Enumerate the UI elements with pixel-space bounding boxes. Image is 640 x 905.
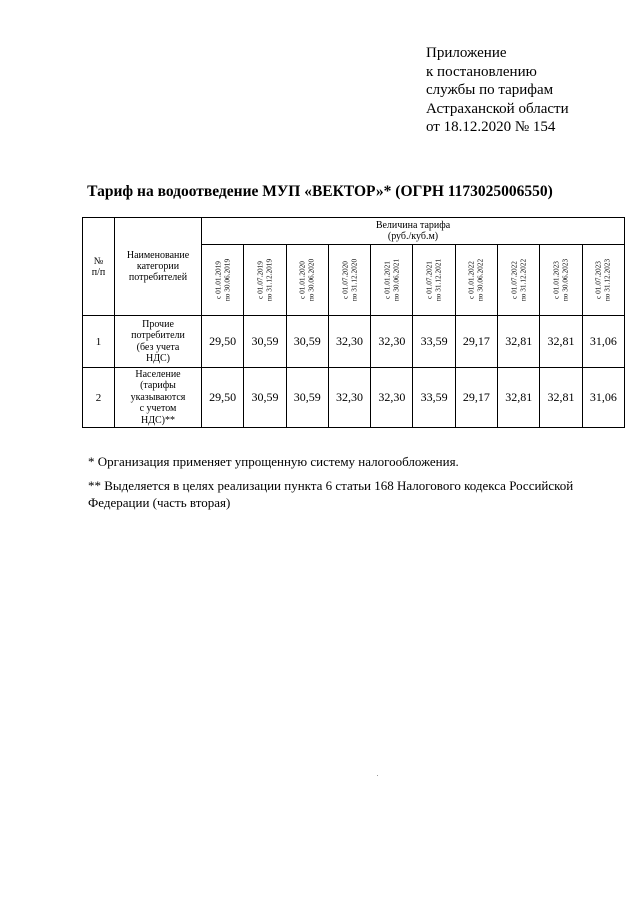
period-header: с 01.01.2019 по 30.06.2019 (202, 245, 244, 316)
header-tariff-value: Величина тарифа (руб./куб.м) (202, 218, 625, 245)
tariff-value-cell: 29,50 (202, 316, 244, 368)
tariff-value-cell: 32,81 (498, 316, 540, 368)
row-number: 2 (83, 368, 115, 428)
tariff-value-cell: 32,81 (540, 368, 582, 428)
tariff-table (82, 217, 625, 428)
tariff-value-cell: 32,30 (371, 368, 413, 428)
tariff-value-cell: 30,59 (244, 316, 286, 368)
tariff-value-cell: 32,81 (498, 368, 540, 428)
document-title: Тариф на водоотведение МУП «ВЕКТОР»* (ОГРН 1173025006550) (87, 183, 553, 200)
tariff-value-cell: 30,59 (286, 316, 328, 368)
tariff-value-cell: 33,59 (413, 368, 455, 428)
table-row (83, 316, 625, 368)
period-header: с 01.01.2022 по 30.06.2022 (455, 245, 497, 316)
appendix-line: к постановлению (426, 63, 537, 80)
tariff-value-cell: 29,17 (455, 316, 497, 368)
row-category: Население (тарифы указываются с учетом НДС)** (115, 368, 202, 428)
period-header: с 01.01.2023 по 30.06.2023 (540, 245, 582, 316)
period-header: с 01.07.2023 по 31.12.2023 (582, 245, 624, 316)
appendix-line: Приложение (426, 45, 507, 61)
tariff-value-cell: 33,59 (413, 316, 455, 368)
tariff-value-cell: 29,50 (202, 368, 244, 428)
table-header-row (83, 218, 625, 245)
tariff-value-cell: 31,06 (582, 368, 624, 428)
tariff-value-cell: 32,30 (328, 368, 370, 428)
period-header: с 01.07.2021 по 31.12.2021 (413, 245, 455, 316)
footnote-vat: ** Выделяется в целях реализации пункта 6 статьи 168 Налогового кодекса Российской Федерации (часть вторая) (88, 478, 574, 510)
tariff-value-cell: 32,81 (540, 316, 582, 368)
row-number: 1 (83, 316, 115, 368)
period-header: с 01.07.2019 по 31.12.2019 (244, 245, 286, 316)
period-header: с 01.01.2021 по 30.06.2021 (371, 245, 413, 316)
tariff-value-cell: 32,30 (371, 316, 413, 368)
period-header: с 01.07.2022 по 31.12.2022 (498, 245, 540, 316)
header-category: Наименование категории потребителей (115, 218, 202, 316)
appendix-line: службы по тарифам (426, 82, 554, 98)
table-row (83, 368, 625, 428)
tariff-value-cell: 32,30 (328, 316, 370, 368)
appendix-line: от 18.12.2020 № 154 (426, 119, 556, 135)
appendix-block (426, 44, 626, 137)
header-number: № п/п (83, 218, 115, 316)
period-header: с 01.07.2020 по 31.12.2020 (328, 245, 370, 316)
footnote-tax-system: * Организация применяет упрощенную систему налогообложения. (88, 454, 459, 469)
appendix-line: Астраханской области (426, 100, 569, 117)
period-header: с 01.01.2020 по 30.06.2020 (286, 245, 328, 316)
scan-speck (377, 775, 378, 776)
tariff-value-cell: 29,17 (455, 368, 497, 428)
tariff-value-cell: 30,59 (244, 368, 286, 428)
row-category: Прочие потребители (без учета НДС) (115, 316, 202, 368)
tariff-value-cell: 30,59 (286, 368, 328, 428)
tariff-value-cell: 31,06 (582, 316, 624, 368)
